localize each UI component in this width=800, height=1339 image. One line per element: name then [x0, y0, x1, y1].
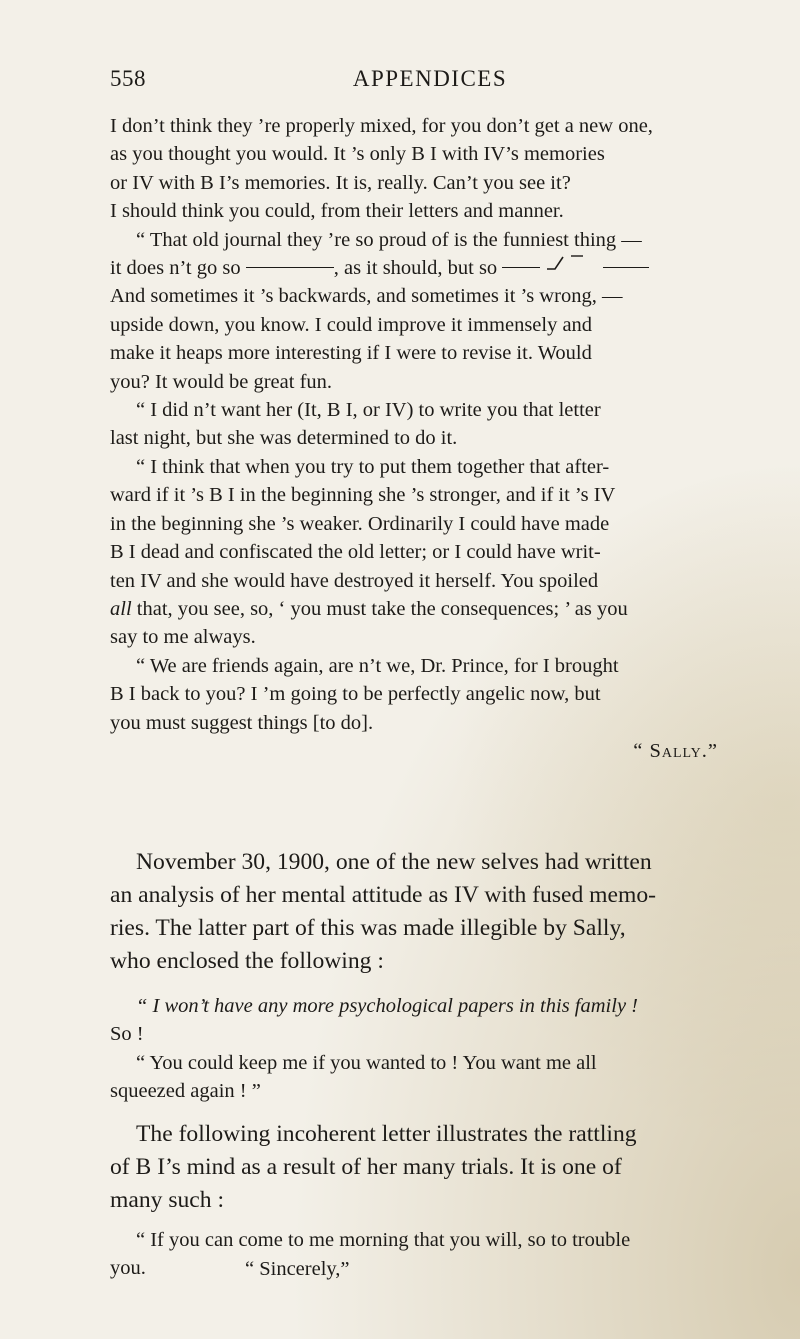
text-line: “ I did n’t want her (It, B I, or IV) to write you that letter [136, 399, 601, 422]
text-line: an analysis of her mental attitude as IV with fused memo- [110, 882, 657, 908]
blank-line [246, 267, 334, 268]
quoted-note [110, 992, 750, 1106]
text-line: of B I’s mind as a result of her many trials. It is one of [110, 1154, 622, 1180]
text-line-with-scribbles [110, 254, 750, 282]
text-line: And sometimes it ’s backwards, and sometimes it ’s wrong, — [110, 285, 623, 308]
letter-signature: “ Sally.” [633, 739, 718, 762]
text-line: ward if it ’s B I in the beginning she ’s stronger, and if it ’s IV [110, 484, 616, 507]
letter-closing: “ Sincerely,” [245, 1257, 350, 1280]
text-line: I should think you could, from their letters and manner. [110, 200, 564, 223]
text-line: say to me always. [110, 626, 256, 649]
text-line: So ! [110, 1023, 144, 1046]
paragraph-incoherent [110, 1118, 750, 1217]
scribble-mark [545, 253, 603, 281]
text-line: upside down, you know. I could improve it immensely and [110, 313, 593, 336]
page-header [110, 66, 750, 96]
letter-paragraph-4 [110, 453, 750, 652]
letter-paragraph-5 [110, 652, 750, 737]
text-line: make it heaps more interesting if I were to revise it. Would [110, 342, 592, 365]
emphasis: all [110, 597, 132, 620]
blank-line [502, 267, 540, 268]
letter-paragraph-1 [110, 112, 750, 226]
text-fragment: , as it should, but so [333, 257, 503, 280]
blank-line [603, 267, 649, 268]
paragraph-november [110, 846, 750, 978]
letter-paragraph-2 [110, 226, 750, 396]
text-line: “ If you can come to me morning that you will, so to trouble [136, 1229, 631, 1251]
text-line: B I dead and confiscated the old letter; or I could have writ- [110, 541, 601, 564]
text-line: or IV with B I’s memories. It is, really. Can’t you see it? [110, 171, 571, 194]
emphasis: “ I won’t have any more psychological papers in this family ! [136, 995, 638, 1017]
text-line: “ You could keep me if you wanted to ! You want me all [136, 1051, 597, 1074]
text-fragment: that, you see, so, ‘ you must take the consequences; ’ as you [131, 597, 628, 620]
text-line: I don’t think they ’re properly mixed, for you don’t get a new one, [110, 115, 653, 137]
text-line: you must suggest things [to do]. [110, 711, 374, 734]
text-line: “ We are friends again, are n’t we, Dr. Prince, for I brought [136, 654, 619, 677]
text-line: in the beginning she ’s weaker. Ordinarily I could have made [110, 512, 610, 535]
text-line: November 30, 1900, one of the new selves had written [136, 849, 652, 875]
running-head: APPENDICES [352, 66, 508, 91]
text-line: many such : [110, 1187, 225, 1213]
text-line: squeezed again ! ” [110, 1080, 261, 1103]
text-line: ten IV and she would have destroyed it herself. You spoiled [110, 569, 599, 592]
text-line: who enclosed the following : [110, 948, 384, 974]
text-line: “ That old journal they ’re so proud of is the funniest thing — [136, 228, 642, 251]
text-line: “ I think that when you try to put them together that after- [136, 455, 610, 478]
text-line: you? It would be great fun. [110, 370, 333, 393]
text-line: you. [110, 1257, 146, 1280]
text-line: The following incoherent letter illustrates the rattling [136, 1121, 637, 1147]
page-number: 558 [110, 66, 146, 91]
sally-letter [110, 112, 750, 765]
text-fragment: it does n’t go so [110, 257, 246, 280]
text-line: B I back to you? I ’m going to be perfectly angelic now, but [110, 683, 601, 706]
incoherent-letter [110, 1226, 750, 1283]
text-line: as you thought you would. It ’s only B I with IV’s memories [110, 143, 605, 166]
text-line [110, 595, 750, 623]
text-line: last night, but she was determined to do it. [110, 427, 458, 450]
letter-paragraph-3 [110, 396, 750, 453]
text-line: ries. The latter part of this was made illegible by Sally, [110, 915, 626, 941]
text-line [110, 992, 750, 1020]
